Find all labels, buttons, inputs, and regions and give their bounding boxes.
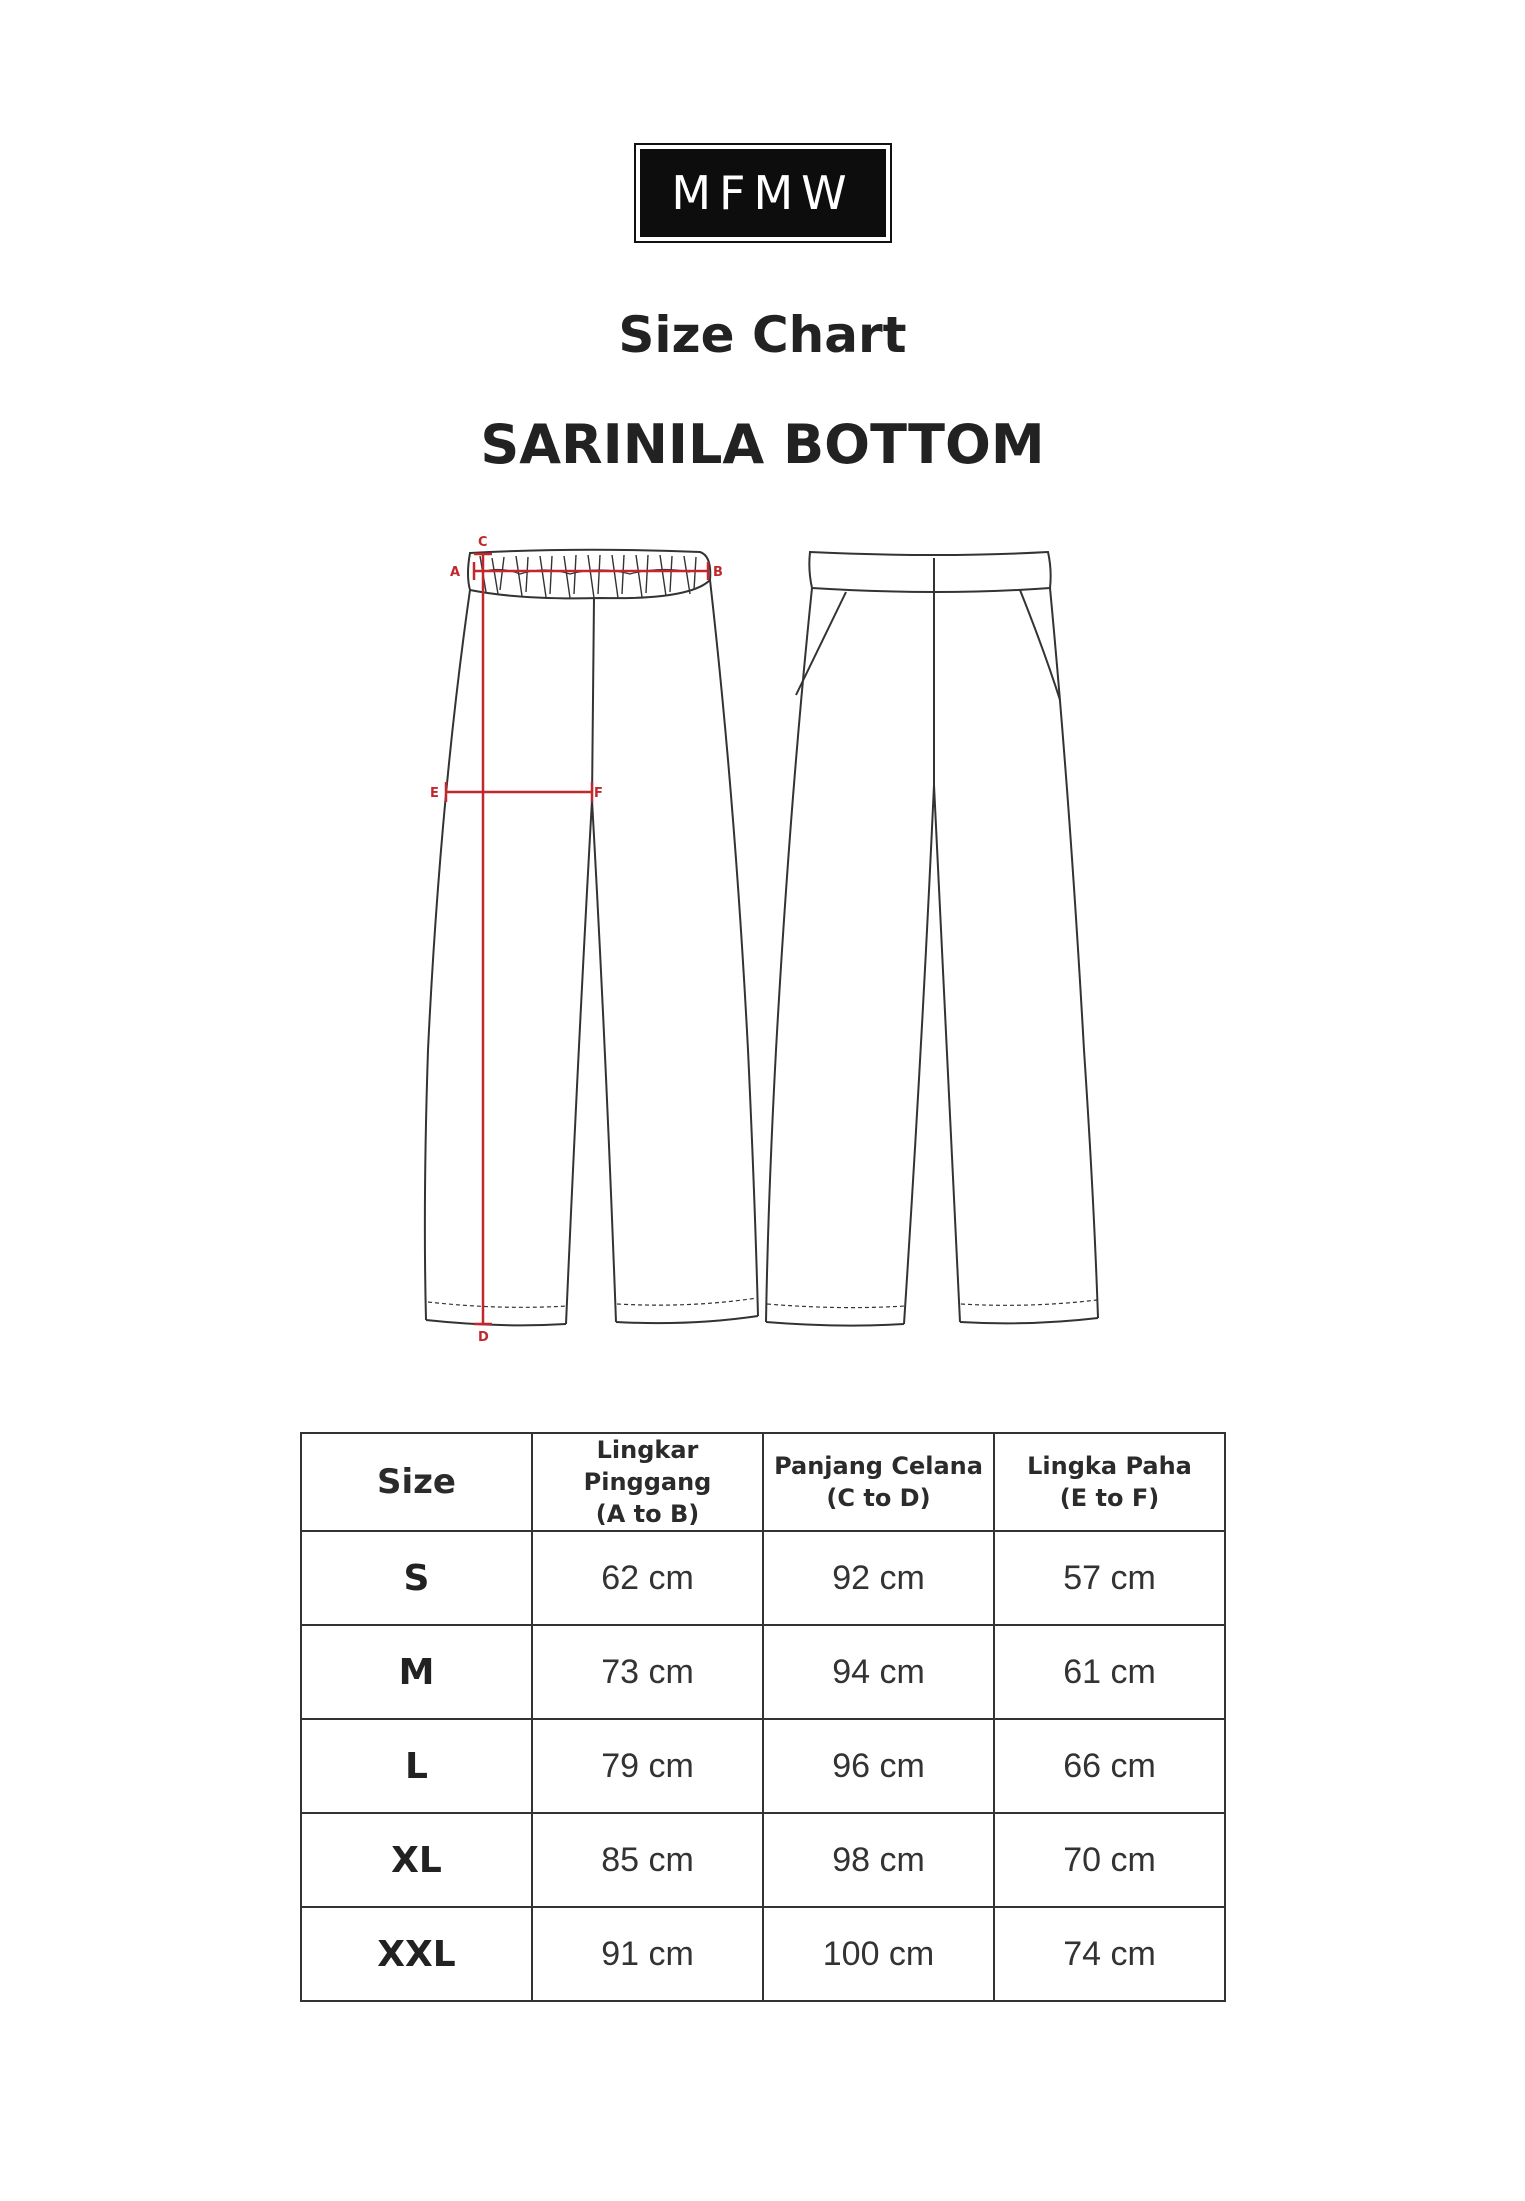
thigh-cell: 57 cm [994, 1531, 1225, 1625]
back-right-outseam [710, 580, 758, 1316]
front-left-inseam [904, 785, 934, 1324]
table-row [301, 1813, 1225, 1907]
measurement-point-labels [430, 535, 723, 1345]
point-label-c: C [478, 535, 488, 550]
table-row [301, 1625, 1225, 1719]
product-name: SARINILA BOTTOM [480, 413, 1045, 476]
front-left-outseam [766, 588, 812, 1322]
header-size: Size [301, 1433, 532, 1531]
waist-cell: 73 cm [532, 1625, 763, 1719]
waist-cell: 91 cm [532, 1907, 763, 2001]
thigh-cell: 74 cm [994, 1907, 1225, 2001]
back-left-inseam [566, 800, 592, 1324]
back-left-hem [426, 1320, 566, 1325]
length-cell: 100 cm [763, 1907, 994, 2001]
waist-cell: 62 cm [532, 1531, 763, 1625]
point-label-e: E [430, 786, 439, 801]
size-table [300, 1432, 1226, 2002]
back-waistband [468, 550, 710, 599]
size-cell: L [301, 1719, 532, 1813]
length-cell: 94 cm [763, 1625, 994, 1719]
thigh-cell: 66 cm [994, 1719, 1225, 1813]
front-right-hem [960, 1318, 1098, 1323]
front-right-pocket [1020, 590, 1060, 700]
thigh-cell: 70 cm [994, 1813, 1225, 1907]
point-label-d: D [478, 1330, 489, 1345]
front-waistband [809, 552, 1050, 592]
size-cell: XXL [301, 1907, 532, 2001]
waist-cell: 79 cm [532, 1719, 763, 1813]
size-cell: S [301, 1531, 532, 1625]
front-right-inseam [934, 785, 960, 1322]
thigh-cell: 61 cm [994, 1625, 1225, 1719]
point-label-f: F [594, 786, 603, 801]
point-label-b: B [713, 565, 723, 580]
waist-cell: 85 cm [532, 1813, 763, 1907]
back-right-inseam [592, 800, 616, 1322]
brand-logo [634, 143, 892, 243]
pants-front-view [766, 552, 1098, 1326]
back-left-outseam [425, 590, 470, 1320]
size-cell: XL [301, 1813, 532, 1907]
waistband-gathers [480, 555, 696, 598]
page-title: Size Chart [618, 306, 907, 364]
header-waist: Lingkar Pinggang (A to B) [532, 1433, 763, 1531]
header-thigh: Lingka Paha (E to F) [994, 1433, 1225, 1531]
front-left-hem [766, 1322, 904, 1326]
table-row [301, 1907, 1225, 2001]
back-center-seam [592, 598, 594, 800]
brand-logo-text: MFMW [640, 149, 886, 237]
front-right-outseam [1050, 588, 1098, 1318]
measurement-guides [446, 554, 708, 1324]
table-row [301, 1719, 1225, 1813]
size-cell: M [301, 1625, 532, 1719]
back-right-hem [616, 1316, 758, 1323]
length-cell: 92 cm [763, 1531, 994, 1625]
table-row [301, 1531, 1225, 1625]
front-left-pocket [796, 592, 846, 695]
pants-back-view [425, 550, 758, 1326]
length-cell: 96 cm [763, 1719, 994, 1813]
table-header-row [301, 1433, 1225, 1531]
length-cell: 98 cm [763, 1813, 994, 1907]
header-length: Panjang Celana (C to D) [763, 1433, 994, 1531]
point-label-a: A [450, 565, 461, 580]
